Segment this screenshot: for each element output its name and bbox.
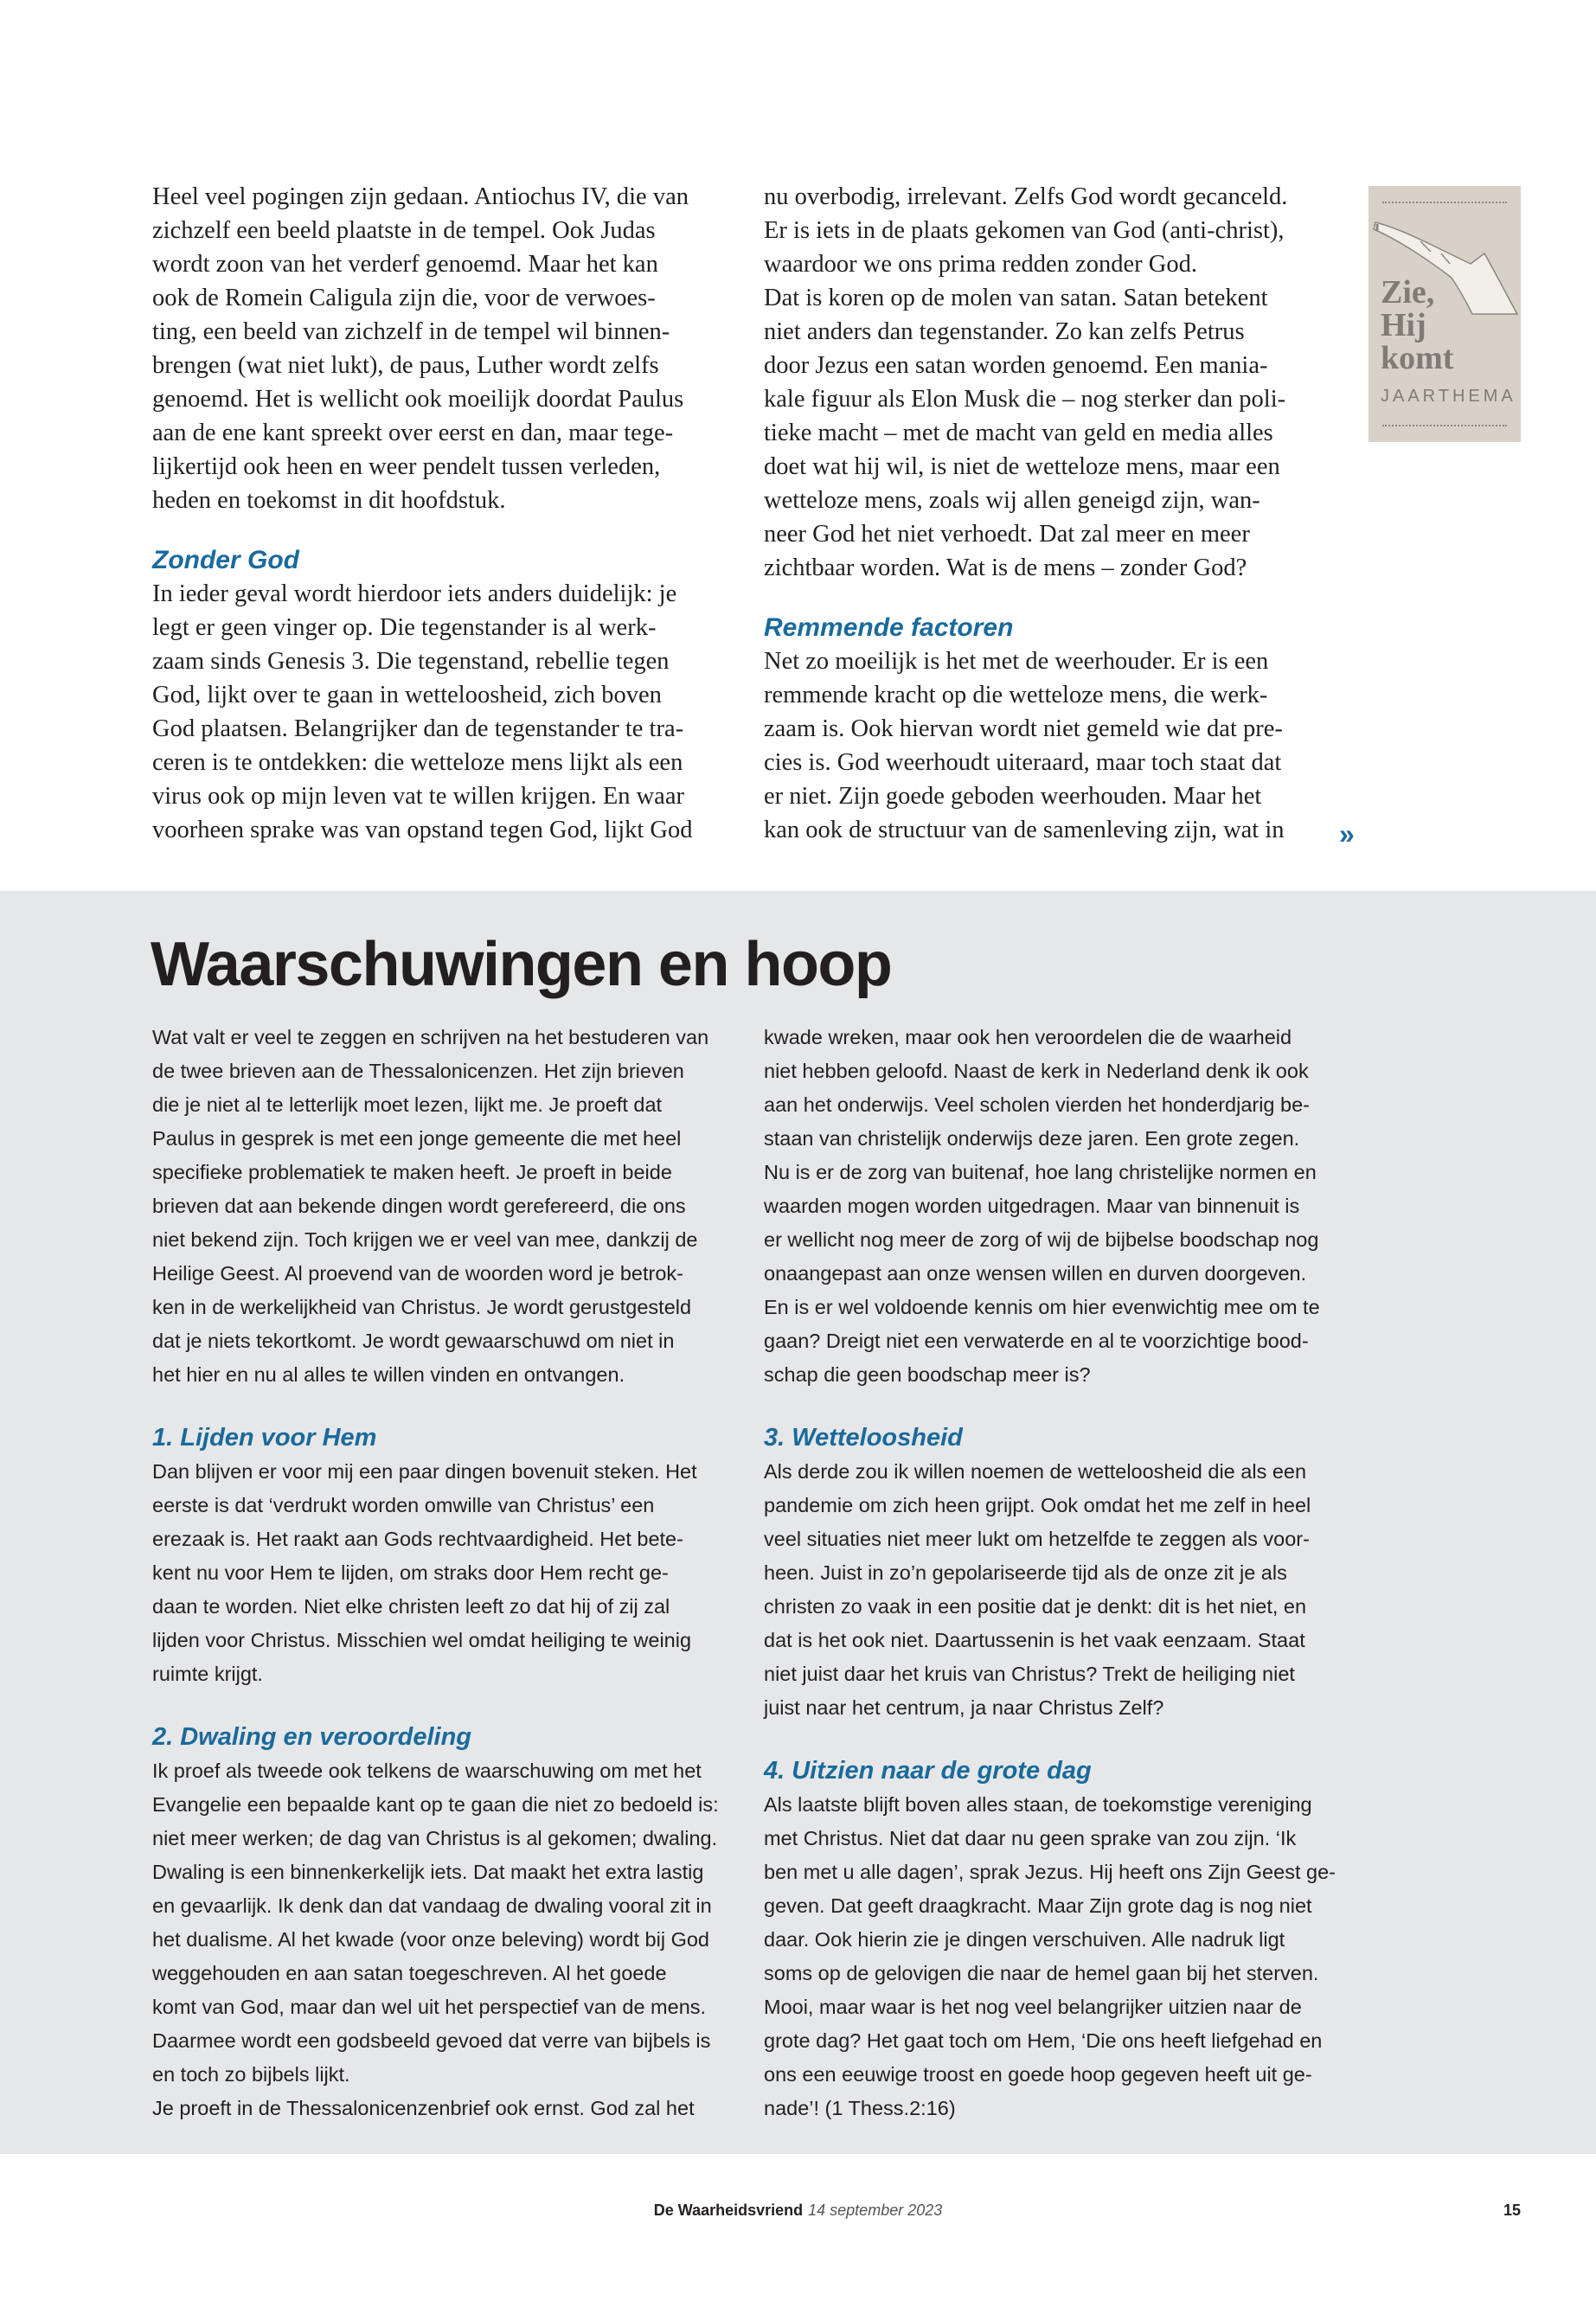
top-column-left: [152, 180, 727, 847]
paragraph-lijden: Dan blijven er voor mij een paar dingen bovenuit steken. Het eerste is dat ‘verdrukt worden omwille van Christus’ een erezaak is. Het raakt aan Gods rechtvaardigheid. Het bete- kent nu voor Hem te lijden, om straks door Hem recht ge- daan te worden. Niet elke christen leeft zo dat hij of zij zal lijden voor Christus. Misschien wel omdat heiliging te weinig ruimte krijgt.: [152, 1460, 697, 1685]
page-footer: [0, 2202, 1596, 2222]
intro-paragraph: Wat valt er veel te zeggen en schrijven na het bestuderen van de twee brieven aan de Thessalonicenzen. Het zijn brieven die je niet al te letterlijk moet lezen, lijkt me. Je proeft dat Paulus in gesprek is met een jonge gemeente die met heel specifieke problematiek te maken heeft. Je proeft in beide brieven dat aan bekende dingen wordt gerefereerd, die ons niet bekend zijn. Toch krijgen we er veel van mee, dankzij de Heilige Geest. Al proevend van de woorden word je betrok- ken in de werkelijkheid van Christus. Je wordt gerustgesteld dat je niets tekortkomt. Je wordt gewaarschuwd om niet in het hier en nu al alles te willen vinden en ontvangen.: [152, 1026, 709, 1386]
continue-marker: »: [1339, 818, 1355, 849]
heading-dwaling: 2. Dwaling en veroordeling: [152, 1723, 472, 1751]
heading-uitzien: 4. Uitzien naar de grote dag: [764, 1757, 1092, 1785]
badge-subtitle: JAARTHEMA: [1381, 387, 1516, 406]
top-left-paragraph-2: In ieder geval wordt hierdoor iets anders duidelijk: je legt er geen vinger op. Die tegenstander is al werk- zaam sinds Genesis 3. Die tegenstand, rebellie tegen God, lijkt over te gaan in wetteloosheid, zich boven God plaatsen. Belangrijker dan de tegenstander te tra- ceren is te ontdekken: die wetteloze mens lijkt als een virus ook op mijn leven vat te willen krijgen. En waar voorheen sprake was van opstand tegen God, lijkt God: [152, 580, 693, 843]
magazine-name: De Waarheidsvriend: [653, 2202, 804, 2219]
bottom-column-right: [764, 1021, 1339, 2125]
bottom-column-left: [152, 1021, 727, 2125]
continued-paragraph: kwade wreken, maar ook hen veroordelen die de waarheid niet hebben geloofd. Naast de kerk in Nederland denk ik ook aan het onderwijs. Veel scholen vierden het honderdjarig be- staan van christelijk onderwijs deze jaren. Een grote zegen. Nu is er de zorg van buitenaf, hoe lang christelijke normen en waarden mogen worden uitgedragen. Maar van binnenuit is er wellicht nog meer de zorg of wij de bijbelse boodschap nog onaangepast aan onze wensen willen en durven doorgeven. En is er wel voldoende kennis om hier evenwichtig mee om te gaan? Dreigt niet een verwaterde en al te voorzichtige bood- schap die geen boodschap meer is?: [764, 1026, 1320, 1386]
issue-date: 14 september 2023: [808, 2202, 943, 2219]
footer-center: [0, 2202, 1596, 2220]
badge-divider-bottom: [1382, 425, 1507, 426]
badge-title: Zie, Hij komt: [1381, 274, 1454, 376]
paragraph-uitzien: Als laatste blijft boven alles staan, de toekomstige vereniging met Christus. Niet dat daar nu geen sprake van zou zijn. ‘Ik ben met u alle dagen’, sprak Jezus. Hij heeft ons Zijn Geest ge- geven. Dat geeft draagkracht. Maar Zijn grote dag is nog niet daar. Ook hierin zie je dingen verschuiven. Alle nadruk ligt soms op de gelovigen die naar de hemel gaan bij het sterven. Mooi, maar waar is het nog veel belangrijker uitzien naar de grote dag? Het gaat toch om Hem, ‘Die ons heeft liefgehad en ons een eeuwige troost en goede hoop gegeven heeft uit ge- nade’! (1 Thess.2:16): [764, 1793, 1336, 2119]
article-title: Waarschuwingen en hoop: [151, 930, 892, 999]
heading-lijden-voor-hem: 1. Lijden voor Hem: [152, 1424, 377, 1452]
top-right-paragraph-2: Net zo moeilijk is het met de weerhouder. Er is een remmende kracht op die wetteloze mens, die werk- zaam is. Ook hiervan wordt niet gemeld wie dat pre- cies is. God weerhoudt uiteraard, maar toch staat dat er niet. Zijn goede geboden weerhouden. Maar het kan ook de structuur van de samenleving zijn, wat in: [764, 648, 1285, 843]
top-right-paragraph-1: nu overbodig, irrelevant. Zelfs God wordt gecanceld. Er is iets in de plaats gekomen van God (anti-christ), waardoor we ons prima redden zonder God. Dat is koren op de molen van satan. Satan betekent niet anders dan tegenstander. Zo kan zelfs Petrus door Jezus een satan worden genoemd. Een mania- kale figuur als Elon Musk die – nog sterker dan poli- tieke macht – met de macht van geld en media alles doet wat hij wil, is niet de wetteloze mens, maar een wetteloze mens, zoals wij allen geneigd zijn, wan- neer God het niet verhoedt. Dat zal meer en meer zichtbaar worden. Wat is de mens – zonder God?: [764, 183, 1288, 581]
paragraph-wetteloosheid: Als derde zou ik willen noemen de wetteloosheid die als een pandemie om zich heen grijpt. Ook omdat het me zelf in heel veel situaties niet meer lukt om hetzelfde te zeggen als voor- heen. Juist in zo’n gepolariseerde tijd als de onze zit je als christen zo vaak in een positie dat je denkt: dit is het niet, en dat is het ook niet. Daartussenin is het vaak eenzaam. Staat niet juist daar het kruis van Christus? Trekt de heiliging niet juist naar het centrum, ja naar Christus Zelf?: [764, 1460, 1311, 1719]
jaarthema-badge: [1368, 186, 1521, 442]
top-column-right: [764, 180, 1339, 847]
heading-zonder-god: Zonder God: [152, 546, 299, 574]
heading-wetteloosheid: 3. Wetteloosheid: [764, 1424, 963, 1452]
top-left-paragraph-1: Heel veel pogingen zijn gedaan. Antiochus IV, die van zichzelf een beeld plaatste in de tempel. Ook Judas wordt zoon van het verderf genoemd. Maar het kan ook de Romein Caligula zijn die, voor de verwoes- ting, een beeld van zichzelf in de tempel wil binnen- brengen (wat niet lukt), de paus, Luther wordt zelfs genoemd. Het is wellicht ook moeilijk doordat Paulus aan de ene kant spreekt over eerst en dan, maar tege- lijkertijd ook heen en weer pendelt tussen verleden, heden en toekomst in dit hoofdstuk.: [152, 183, 689, 514]
page-number: 15: [1503, 2202, 1522, 2219]
paragraph-dwaling: Ik proef als tweede ook telkens de waarschuwing om met het Evangelie een bepaalde kant op te gaan die niet zo bedoeld is: niet meer werken; de dag van Christus is al gekomen; dwaling. Dwaling is een binnenkerkelijk iets. Dat maakt het extra lastig en gevaarlijk. Ik denk dan dat vandaag de dwaling vooral zit in het dualisme. Al het kwade (voor onze beleving) wordt bij God weggehouden en aan satan toegeschreven. Al het goede komt van God, maar dan wel uit het perspectief van de mens. Daarmee wordt een godsbeeld gevoed dat verre van bijbels is en toch zo bijbels lijkt. Je proeft in de Thessalonicenzenbrief ook ernst. God zal het: [152, 1759, 719, 2119]
heading-remmende-factoren: Remmende factoren: [764, 613, 1014, 642]
